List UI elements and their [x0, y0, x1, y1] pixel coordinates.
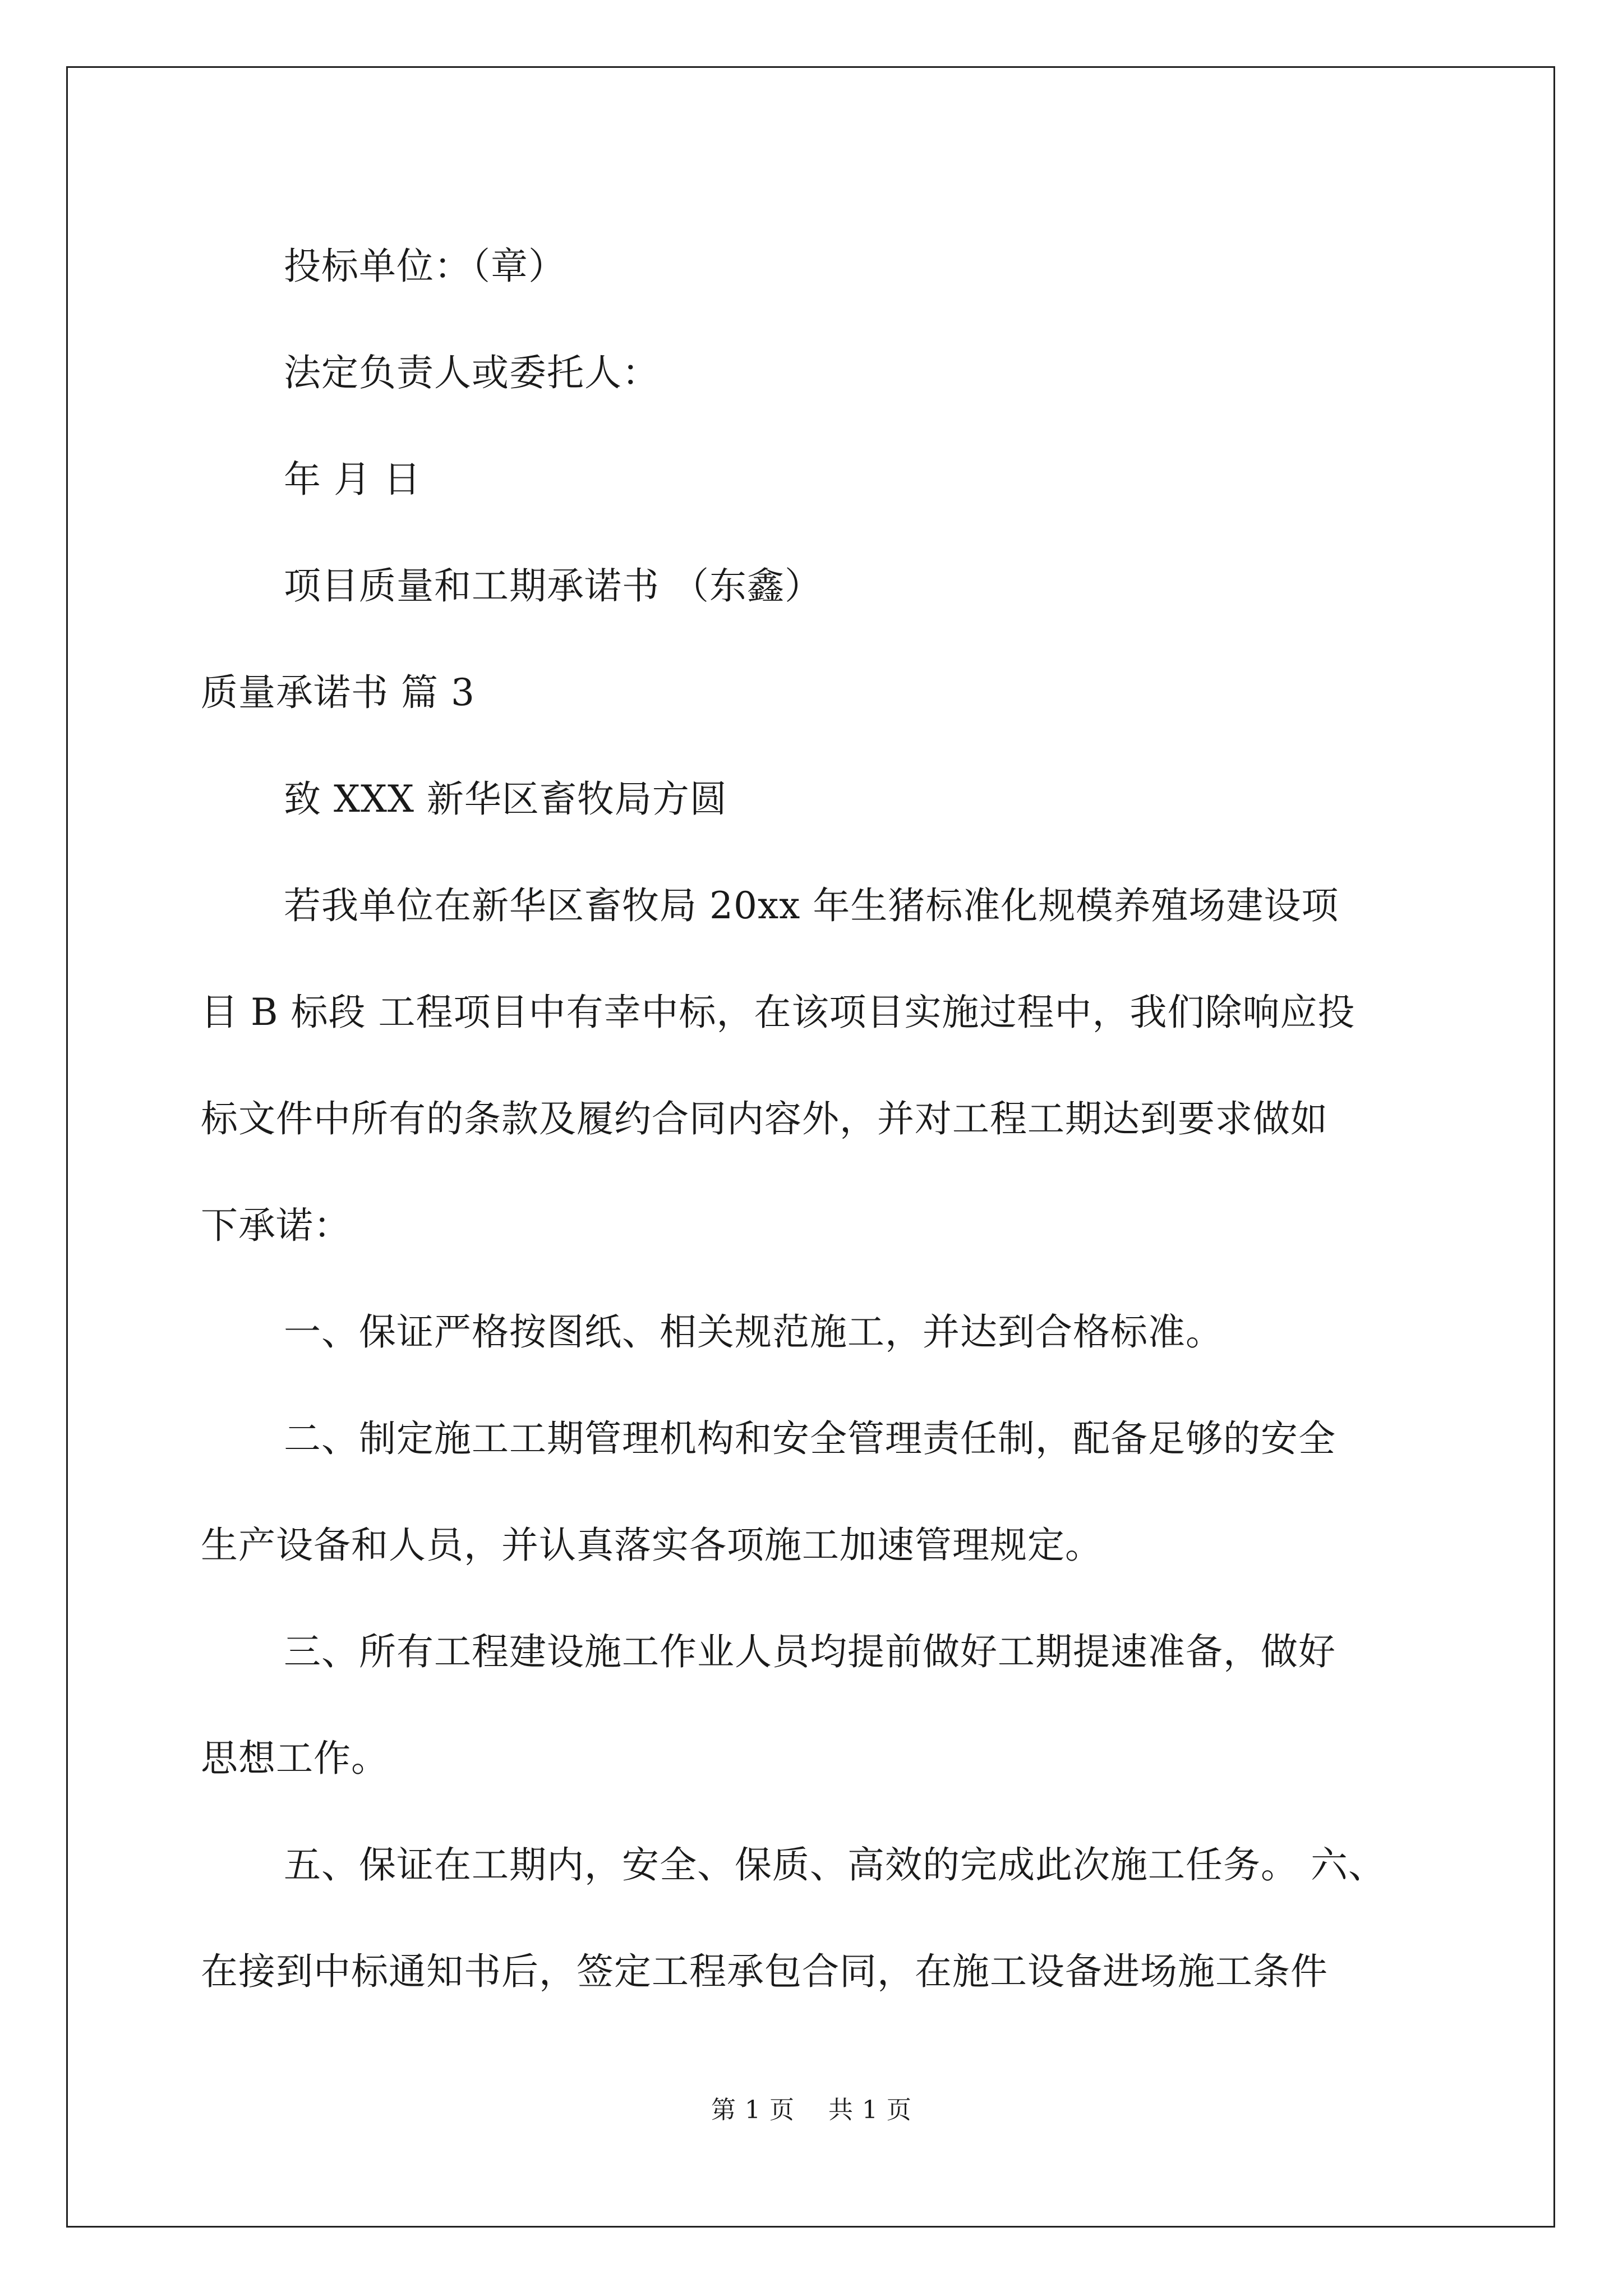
- body-paragraph-line: 下承诺：: [201, 1204, 351, 1247]
- addressee-line: 致 XXX 新华区畜牧局方圆: [284, 777, 727, 821]
- commitment-item-3: 三、所有工程建设施工作业人员均提前做好工期提速准备，做好: [284, 1630, 1336, 1673]
- bidder-seal-line: 投标单位：（章）: [284, 245, 566, 288]
- commitment-item-2-cont: 生产设备和人员，并认真落实各项施工加速管理规定。: [201, 1524, 1103, 1567]
- body-paragraph-line: 目 B 标段 工程项目中有幸中标，在该项目实施过程中，我们除响应投: [201, 991, 1355, 1034]
- page-footer: [0, 2090, 1623, 2125]
- document-body: [201, 213, 1426, 2025]
- page-number: 第 1 页 共 1 页: [711, 2096, 912, 2124]
- commitment-item-3-cont: 思想工作。: [201, 1737, 389, 1780]
- commitment-item-2: 二、制定施工工期管理机构和安全管理责任制，配备足够的安全: [284, 1417, 1336, 1460]
- body-paragraph-line: 若我单位在新华区畜牧局 20xx 年生猪标准化规模养殖场建设项: [284, 884, 1339, 927]
- commitment-item-6-cont: 在接到中标通知书后，签定工程承包合同，在施工设备进场施工条件: [201, 1950, 1328, 1993]
- commitment-item-1: 一、保证严格按图纸、相关规范施工，并达到合格标准。: [284, 1310, 1223, 1354]
- date-line: 年 月 日: [284, 458, 421, 501]
- body-paragraph-line: 标文件中所有的条款及履约合同内容外，并对工程工期达到要求做如: [201, 1097, 1328, 1140]
- legal-representative-line: 法定负责人或委托人：: [284, 351, 660, 394]
- section-heading: 质量承诺书 篇 3: [201, 671, 475, 714]
- commitment-title-line: 项目质量和工期承诺书 （东鑫）: [284, 564, 822, 608]
- commitment-item-5: 五、保证在工期内，安全、保质、高效的完成此次施工任务。 六、: [284, 1843, 1386, 1887]
